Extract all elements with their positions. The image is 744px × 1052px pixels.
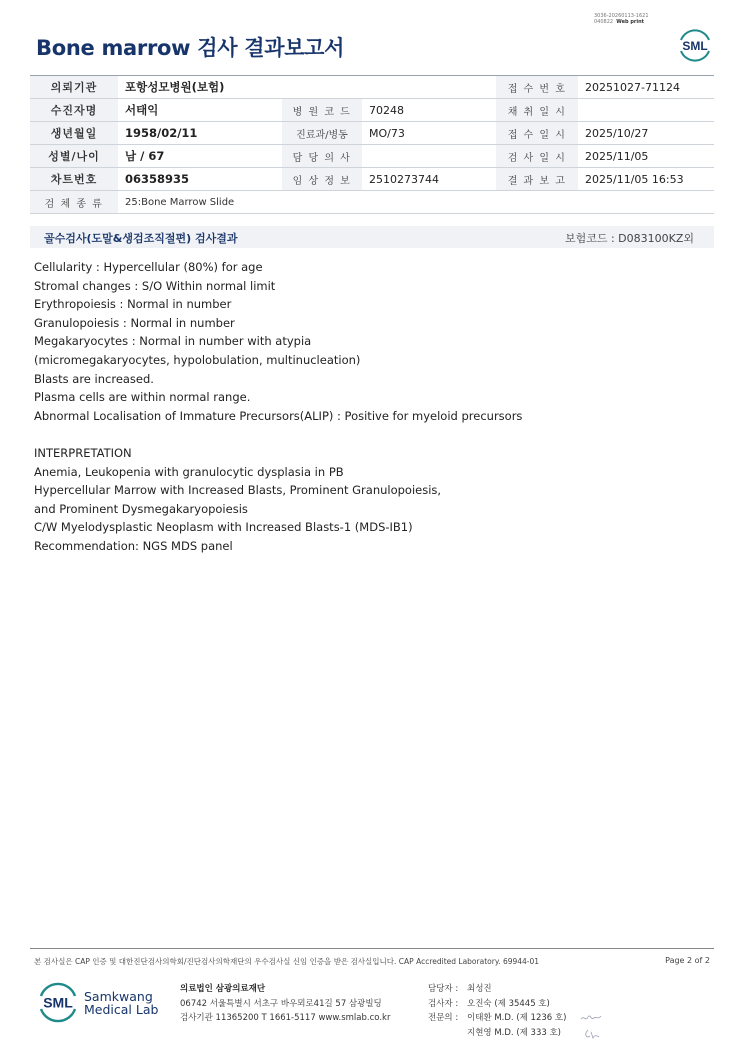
interpretation-line: Anemia, Leukopenia with granulocytic dysplasia in PB	[34, 464, 344, 479]
document-id-line1: 3036-20260113-1621	[594, 13, 649, 19]
org-address: 06742 서울특별시 서초구 바우뫼로41길 57 삼광빌딩	[180, 998, 382, 1009]
sex-age-label: 성별/나이	[30, 145, 118, 168]
clinical-info-value: 2510273744	[362, 168, 496, 191]
findings-block	[34, 258, 522, 556]
handwritten-signature	[578, 1010, 610, 1042]
table-row	[30, 122, 714, 145]
clinical-info-label: 임 상 정 보	[282, 168, 362, 191]
finding-line: Stromal changes : S/O Within normal limit	[34, 278, 276, 293]
staff-role: 담당자 :	[428, 984, 459, 994]
brand-name	[84, 990, 158, 1016]
interpretation-line: Recommendation: NGS MDS panel	[34, 538, 233, 553]
staff-name: 지현영 M.D. (제 333 호)	[467, 1027, 562, 1038]
table-row	[30, 168, 714, 191]
patient-name-label: 수진자명	[30, 99, 118, 122]
receipt-number-label: 접 수 번 호	[496, 76, 578, 99]
interpretation-heading: INTERPRETATION	[34, 445, 132, 460]
finding-line: (micromegakaryocytes, hypolobulation, multinucleation)	[34, 352, 361, 367]
document-id-code: 040822	[594, 19, 614, 25]
birth-date-label: 생년월일	[30, 122, 118, 145]
sml-logo-icon	[676, 26, 714, 64]
org-contact: 검사기관 11365200 T 1661-5117 www.smlab.co.kr	[180, 1013, 391, 1023]
table-row	[30, 191, 714, 214]
staff-name: 최성진	[467, 984, 492, 994]
staff-name: 오진숙 (제 35445 호)	[467, 998, 550, 1009]
staff-name: 이태환 M.D. (제 1236 호)	[467, 1013, 567, 1023]
finding-line: Granulopoiesis : Normal in number	[34, 315, 235, 330]
chart-number-value: 06358935	[118, 168, 282, 191]
birth-date-value: 1958/02/11	[118, 122, 282, 145]
report-title: Bone marrow 검사 결과보고서	[36, 36, 345, 60]
collection-date-label: 채 취 일 시	[496, 99, 578, 122]
staff-role: 검사자 :	[428, 998, 459, 1009]
collection-date-value	[578, 99, 714, 122]
finding-line: Plasma cells are within normal range.	[34, 390, 251, 405]
table-row	[30, 145, 714, 168]
sex-age-value: 남 / 67	[118, 145, 282, 168]
document-id	[594, 13, 664, 25]
sml-logo-text: SML	[682, 39, 708, 53]
page-number: Page 2 of 2	[665, 956, 710, 965]
sml-footer-logo-icon	[36, 980, 80, 1024]
finding-line: Megakaryocytes : Normal in number with atypia	[34, 334, 312, 349]
spacer	[34, 425, 522, 444]
hospital-code-label: 병 원 코 드	[282, 99, 362, 122]
staff-role: 전문의 :	[428, 1013, 459, 1023]
insurance-code: 보험코드 : D083100KZ외	[564, 232, 694, 245]
finding-line: Erythropoiesis : Normal in number	[34, 297, 232, 312]
brand-line1: Samkwang	[84, 989, 153, 1004]
department-ward-label: 진료과/병동	[282, 122, 362, 145]
interpretation-line: C/W Myelodysplastic Neoplasm with Increased Blasts-1 (MDS-IB1)	[34, 520, 413, 535]
interpretation-line: Hypercellular Marrow with Increased Blasts, Prominent Granulopoiesis,	[34, 483, 442, 498]
org-name: 의료법인 삼광의료재단	[180, 984, 266, 994]
staff-info	[428, 982, 566, 1040]
table-row	[30, 99, 714, 122]
patient-name-value: 서태익	[118, 99, 282, 122]
hospital-code-value: 70248	[362, 99, 496, 122]
requesting-institution-value: 포항성모병원(보험)	[118, 76, 496, 99]
table-row	[30, 76, 714, 99]
result-report-label: 결 과 보 고	[496, 168, 578, 191]
staff-row	[428, 1026, 566, 1041]
test-date-value: 2025/11/05	[578, 145, 714, 168]
footer-divider	[30, 948, 714, 949]
receipt-date-value: 2025/10/27	[578, 122, 714, 145]
department-ward-value: MO/73	[362, 122, 496, 145]
web-print-label: Web print	[616, 19, 645, 25]
brand-line2: Medical Lab	[84, 1002, 159, 1017]
sml-footer-logo-text: SML	[43, 994, 73, 1011]
finding-line: Cellularity : Hypercellular (80%) for age	[34, 260, 263, 274]
interpretation-line: and Prominent Dysmegakaryopoiesis	[34, 501, 248, 516]
document-id-line2	[594, 19, 664, 25]
specimen-type-value: 25:Bone Marrow Slide	[118, 191, 714, 214]
certification-note: 본 검사실은 CAP 인증 및 대한진단검사의학회/진단검사의학재단의 우수검사실 신임 인증을 받은 검사실입니다. CAP Accredited Laboratory. 69944-01	[34, 957, 540, 966]
organization-info	[180, 982, 390, 1026]
finding-line: Blasts are increased.	[34, 371, 154, 386]
attending-physician-label: 담 당 의 사	[282, 145, 362, 168]
result-report-value: 2025/11/05 16:53	[578, 168, 714, 191]
staff-row	[428, 997, 566, 1012]
requesting-institution-label: 의뢰기관	[30, 76, 118, 99]
specimen-type-label: 검 체 종 류	[30, 191, 118, 214]
test-date-label: 검 사 일 시	[496, 145, 578, 168]
section-title: 골수검사(도말&생검조직절편) 검사결과	[44, 232, 238, 245]
patient-info-table	[30, 75, 714, 214]
receipt-number-value: 20251027-71124	[578, 76, 714, 99]
receipt-date-label: 접 수 일 시	[496, 122, 578, 145]
chart-number-label: 차트번호	[30, 168, 118, 191]
attending-physician-value	[362, 145, 496, 168]
staff-row	[428, 1011, 566, 1026]
staff-row	[428, 982, 566, 997]
finding-line: Abnormal Localisation of Immature Precursors(ALIP) : Positive for myeloid precursors	[34, 408, 523, 423]
